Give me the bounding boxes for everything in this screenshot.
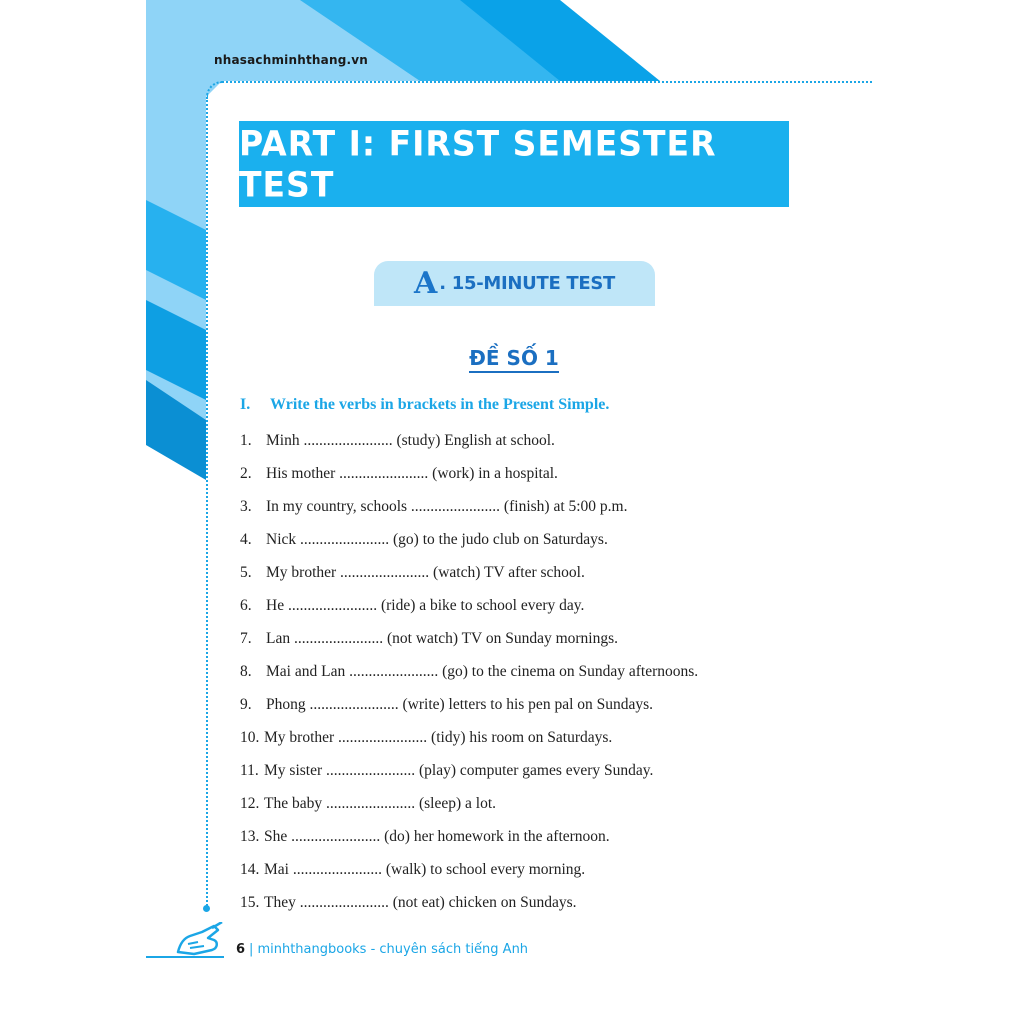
- item-text: He ....................... (ride) a bike to school every day.: [266, 597, 585, 614]
- list-item: [240, 760, 698, 793]
- section-letter: A: [413, 266, 438, 301]
- section-title: . 15-MINUTE TEST: [439, 273, 616, 294]
- item-number: 12.: [240, 795, 260, 812]
- list-item: [240, 529, 698, 562]
- footer-separator: |: [249, 942, 254, 957]
- item-number: 3.: [240, 498, 252, 515]
- frame-dot: [203, 905, 210, 912]
- list-item: [240, 694, 698, 727]
- list-item: [240, 430, 698, 463]
- item-text: My brother ....................... (tidy) his room on Saturdays.: [264, 729, 613, 746]
- exercise-instruction: [240, 396, 609, 414]
- item-number: 7.: [240, 630, 252, 647]
- list-item: [240, 826, 698, 859]
- item-text: Nick ....................... (go) to the judo club on Saturdays.: [266, 531, 608, 548]
- test-number-label: ĐỀ SỐ 1: [469, 346, 559, 373]
- item-text: In my country, schools ....................... (finish) at 5:00 p.m.: [266, 498, 628, 515]
- item-text: Minh ....................... (study) English at school.: [266, 432, 555, 449]
- item-text: She ....................... (do) her homework in the afternoon.: [264, 828, 610, 845]
- item-text: Mai and Lan ....................... (go) to the cinema on Sunday afternoons.: [266, 663, 699, 680]
- page-number: 6: [236, 942, 246, 957]
- exercise-instruction-text: Write the verbs in brackets in the Present Simple.: [270, 396, 610, 413]
- item-number: 1.: [240, 432, 252, 449]
- item-text: Lan ....................... (not watch) TV on Sunday mornings.: [266, 630, 619, 647]
- item-text: My brother ....................... (watch) TV after school.: [266, 564, 585, 581]
- list-item: [240, 661, 698, 694]
- item-number: 5.: [240, 564, 252, 581]
- item-number: 8.: [240, 663, 252, 680]
- website-label: nhasachminhthang.vn: [214, 53, 369, 67]
- item-text: They ....................... (not eat) chicken on Sundays.: [264, 894, 577, 911]
- list-item: [240, 562, 698, 595]
- frame-border-left: [206, 97, 208, 909]
- item-number: 14.: [240, 861, 260, 878]
- item-text: The baby ....................... (sleep) a lot.: [264, 795, 497, 812]
- part-banner: [239, 121, 789, 207]
- test-number-heading: [239, 346, 789, 370]
- item-number: 2.: [240, 465, 252, 482]
- item-number: 15.: [240, 894, 260, 911]
- list-item: [240, 892, 698, 925]
- list-item: [240, 496, 698, 529]
- item-number: 4.: [240, 531, 252, 548]
- item-number: 6.: [240, 597, 252, 614]
- item-number: 9.: [240, 696, 252, 713]
- writing-hand-icon: [174, 922, 224, 958]
- section-banner: [374, 261, 655, 306]
- list-item: [240, 463, 698, 496]
- frame-border-top: [222, 81, 872, 83]
- item-number: 13.: [240, 828, 260, 845]
- exercise-number: I.: [240, 396, 251, 413]
- item-text: My sister ....................... (play) computer games every Sunday.: [264, 762, 654, 779]
- footer: [236, 942, 528, 957]
- item-number: 11.: [240, 762, 259, 779]
- item-text: His mother ....................... (work) in a hospital.: [266, 465, 558, 482]
- list-item: [240, 727, 698, 760]
- list-item: [240, 628, 698, 661]
- list-item: [240, 595, 698, 628]
- part-title: PART I: FIRST SEMESTER TEST: [239, 123, 717, 205]
- item-text: Phong ....................... (write) letters to his pen pal on Sundays.: [266, 696, 654, 713]
- exercise-items: [240, 430, 698, 925]
- item-text: Mai ....................... (walk) to school every morning.: [264, 861, 586, 878]
- list-item: [240, 859, 698, 892]
- item-number: 10.: [240, 729, 260, 746]
- footer-publisher: minhthangbooks - chuyên sách tiếng Anh: [257, 942, 529, 957]
- list-item: [240, 793, 698, 826]
